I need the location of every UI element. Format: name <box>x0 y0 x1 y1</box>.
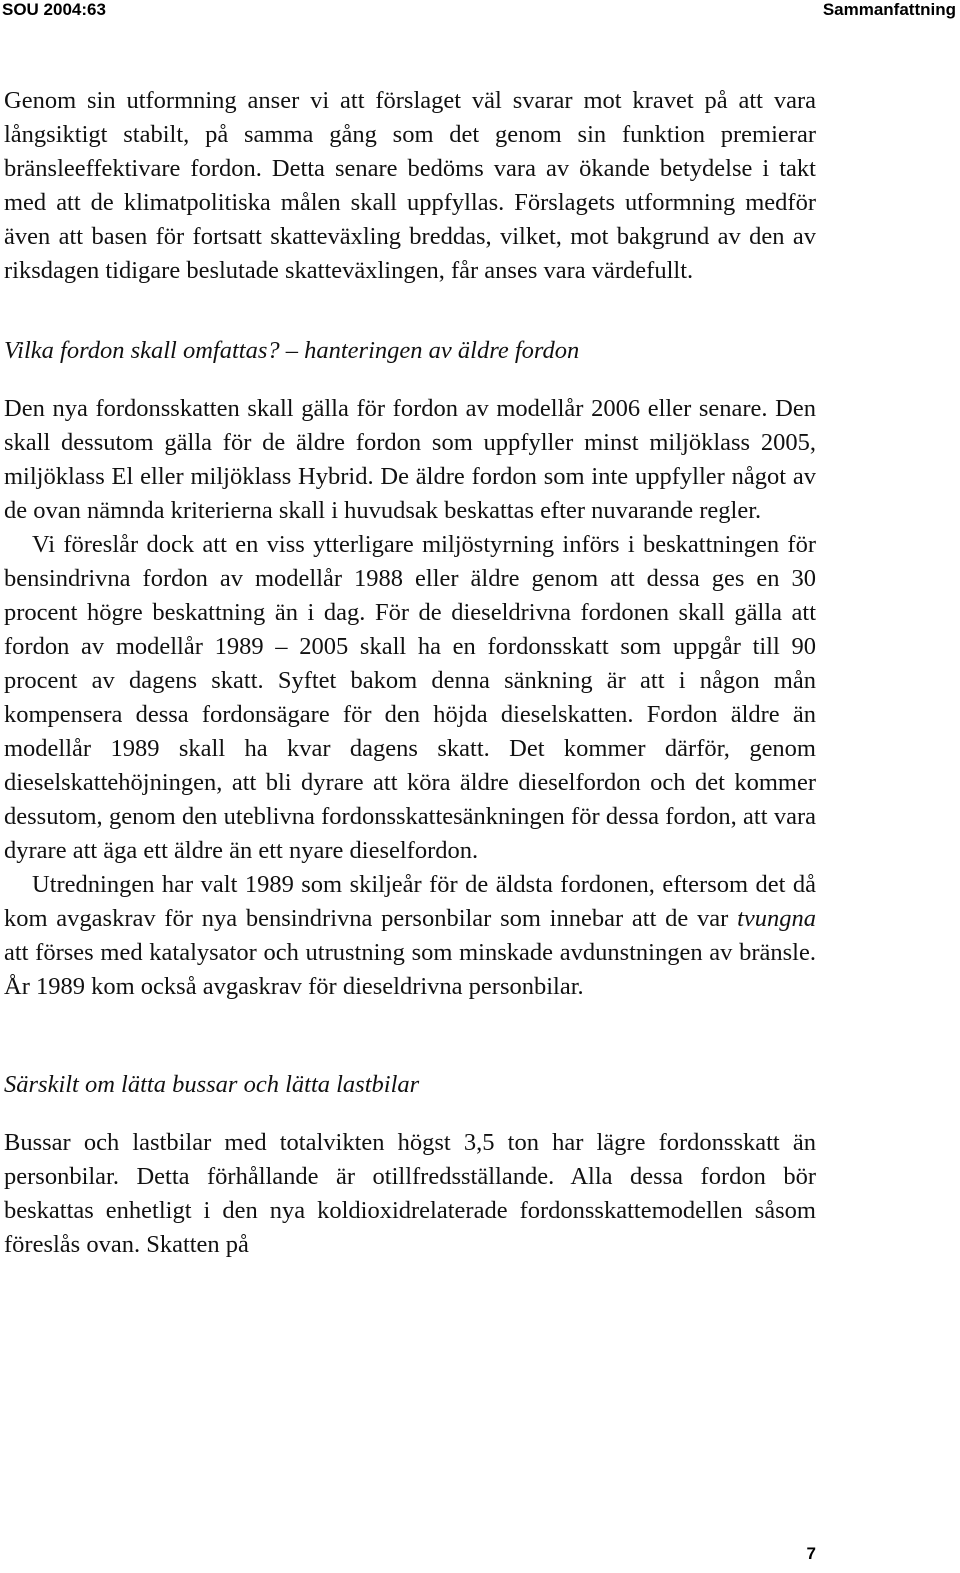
paragraph-dividing-year <box>4 868 816 1004</box>
page-number: 7 <box>806 1544 816 1563</box>
report-id: SOU 2004:63 <box>2 0 106 19</box>
section-title: Sammanfattning <box>822 0 956 19</box>
paragraph-light-vehicles: Bussar och lastbilar med totalvikten högst 3,5 ton har lägre fordonsskatt än personbilar. Detta förhållande är otillfredsställande. Alla dessa fordon bör beskattas enhetligt i den nya koldioxidrelaterade fordonsskattemodellen såsom föreslås ovan. Skatten på <box>4 1129 816 1258</box>
paragraph-environmental-steering: Vi föreslår dock att en viss ytterligare miljöstyrning införs i beskattningen för bensindrivna fordon av modellår 1988 eller äldre genom att dessa ges en 30 procent högre beskattning än i dag. För de dieseldrivna fordonen skall gälla att fordon av modellår 1989 – 2005 skall ha en fordonsskatt som uppgår till 90 procent av dagens skatt. Syftet bakom denna sänkning är att i någon mån kompensera dessa fordonsägare för den höjda dieselskatten. Fordon äldre än modellår 1989 skall ha kvar dagens skatt. Det kommer därför, genom dieselskattehöjningen, att bli dyrare att köra äldre dieselfordon och det kommer dessutom, genom den uteblivna fordonsskattesänkningen för dessa fordon, att vara dyrare att äga ett äldre än ett nyare dieselfordon. <box>4 531 816 864</box>
p4-text-end: att förses med katalysator och utrustning som minskade avdunstningen av bränsle. År 1989 kom också avgaskrav för dieseldrivna personbilar. <box>4 939 816 1000</box>
page-header <box>0 0 960 24</box>
paragraph-intro: Genom sin utformning anser vi att förslaget väl svarar mot kravet på att vara långsiktigt stabilt, på samma gång som det genom sin funktion premierar bränsleeffektivare fordon. Detta senare bedöms vara av ökande betydelse i takt med att de klimatpolitiska målen skall uppfyllas. Förslagets utformning medför även att basen för fortsatt skatteväxling breddas, vilket, mot bakgrund av den av riksdagen tidigare beslutade skatteväxlingen, får anses vara värdefullt. <box>4 87 816 284</box>
subheading-light-buses: Särskilt om lätta bussar och lätta lastbilar <box>4 1071 420 1098</box>
subheading-vehicles: Vilka fordon skall omfattas? – hanteringen av äldre fordon <box>4 337 580 364</box>
document-body <box>4 84 816 1262</box>
paragraph-new-tax: Den nya fordonsskatten skall gälla för fordon av modellår 2006 eller senare. Den skall dessutom gälla för de äldre fordon som uppfyller minst miljöklass 2005, miljöklass El eller miljöklass Hybrid. De äldre fordon som inte uppfyller något av de ovan nämnda kriterierna skall i huvudsak beskattas efter nuvarande regler. <box>4 395 816 524</box>
p4-text-start: Utredningen har valt 1989 som skiljeår för de äldsta fordonen, eftersom det då kom avgaskrav för nya bensindrivna personbilar som innebar att de var <box>4 871 816 932</box>
p4-italic-word: tvungna <box>737 905 816 932</box>
